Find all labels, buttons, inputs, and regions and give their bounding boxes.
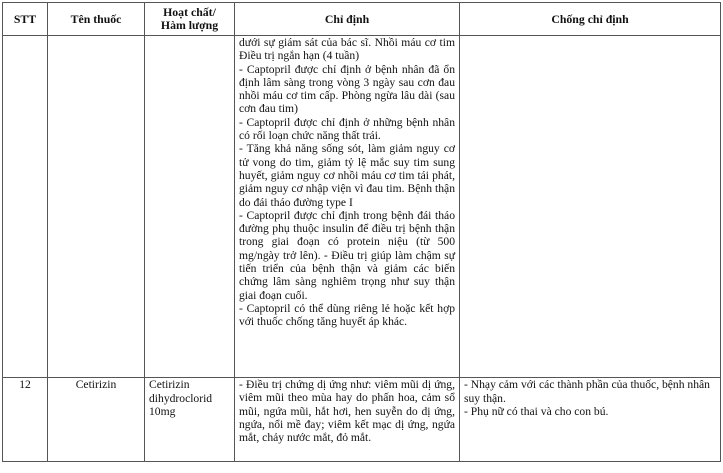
cell-indication xyxy=(235,36,460,378)
cell-stt xyxy=(3,36,48,378)
table-row xyxy=(3,378,721,462)
indication-paragraph: - Captopril được chỉ định trong bệnh đái tháo đường phụ thuộc insulin để điều trị bệnh thận trong giai đoạn có protein niệu (từ 500 mg/ngày trở lên). - Điều trị giúp làm chậm sự tiến triển của bệnh thận và giảm các biến chứng lâm sàng nghiêm trọng như suy thận giai đoạn cuối. xyxy=(239,208,455,302)
header-contraindication: Chống chỉ định xyxy=(460,3,721,36)
header-stt: STT xyxy=(3,3,48,36)
header-active-ingredient xyxy=(145,3,235,36)
cell-drug-name: Cetirizin xyxy=(48,378,145,462)
cell-indication xyxy=(235,378,460,462)
contraindication-paragraph: - Phụ nữ có thai và cho con bú. xyxy=(464,405,609,419)
header-active-line1: Hoạt chất/ xyxy=(163,5,216,19)
header-indication: Chỉ định xyxy=(235,3,460,36)
cell-active-ingredient xyxy=(145,36,235,378)
cell-drug-name xyxy=(48,36,145,378)
cell-active-ingredient: Cetirizin dihydroclorid 10mg xyxy=(145,378,235,462)
indication-paragraph: - Captopril được chỉ định ở bệnh nhân đã ổn định lâm sàng trong vòng 3 ngày sau cơn đau nhồi máu cơ tim cấp. Phòng ngừa lâu dài (sau cơn đau tim) xyxy=(239,62,455,116)
indication-paragraph: - Điều trị chứng dị ứng như: viêm mũi dị ứng, viêm mũi theo mùa hay do phấn hoa, cảm sổ mũi, ngứa mũi, hắt hơi, hen suyễn do dị ứng, ngứa, nổi mề đay; viêm kết mạc dị ứng, ngứa mắt, chảy nước mắt, đỏ mắt. xyxy=(239,378,455,445)
table-row xyxy=(3,36,721,378)
indication-paragraph: - Captopril có thể dùng riêng lẻ hoặc kết hợp với thuốc chống tăng huyết áp khác. xyxy=(239,301,455,329)
cell-stt: 12 xyxy=(3,378,48,462)
contraindication-paragraph: - Nhạy cảm với các thành phần của thuốc, bệnh nhân suy thận. xyxy=(464,378,710,405)
header-active-line2: Hàm lượng xyxy=(160,18,219,32)
header-drug-name: Tên thuốc xyxy=(48,3,145,36)
drug-table xyxy=(2,2,721,462)
indication-paragraph: - Captopril được chỉ định ở những bệnh nhân có rối loạn chức năng thất trái. xyxy=(239,115,455,143)
indication-paragraph: - Tăng khả năng sống sót, làm giảm nguy cơ tử vong do tim, giảm tỷ lệ mắc suy tim sung huyết, giảm nguy cơ nhồi máu cơ tim tái phát, giảm nguy cơ nhập viện vì đau tim. Bệnh thận do đái tháo đường type I xyxy=(239,142,455,209)
header-row xyxy=(3,3,721,36)
cell-contraindication xyxy=(460,378,721,462)
cell-contraindication xyxy=(460,36,721,378)
indication-paragraph: dưới sự giám sát của bác sĩ. Nhồi máu cơ tim Điều trị ngắn hạn (4 tuần) xyxy=(239,36,455,63)
